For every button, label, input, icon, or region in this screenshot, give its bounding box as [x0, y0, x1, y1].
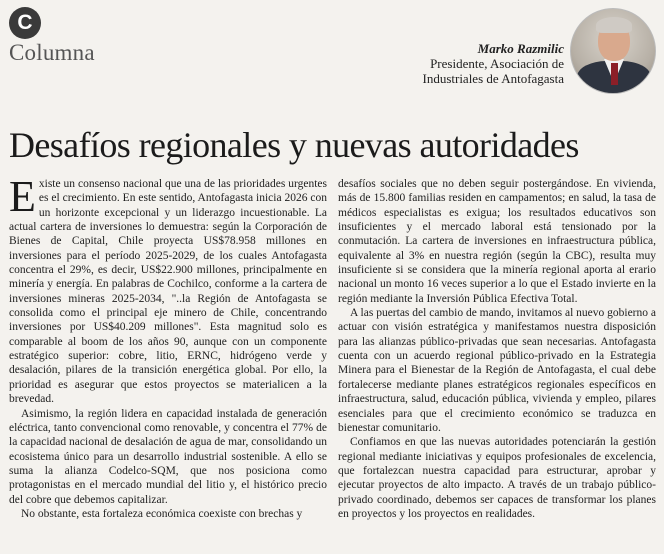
author-name: Marko Razmilic: [477, 41, 564, 56]
paragraph-1-text: xiste un consenso nacional que una de las prioridades urgentes es el crecimiento. En este sentido, Antofagasta inicia 2026 con un horizonte excepcional y un liderazgo incuestionable. La actual cartera de inversiones lo demuestra: según la Corporación de Bienes de Capital, Chile proyecta US$78.958 millones en inversiones para el período 2025-2029, de los cuales Antofagasta concentra el 29%, es decir, US$22.900 millones, principalmente en minería y energía. En palabras de Cochilco, conforme a la cartera de inversiones mineras 2025-2034, "..la Región de Antofagasta se consolida como el principal eje minero de Chile, concentrando inversiones por US$40.209 millones". Esta magnitud solo es comparable al boom de los años 90, aunque con un componente estratégico superior: cobre, litio, ERNC, hidrógeno verde y desalación, pilares de la transición energética global. Por ello, la prioridad es asegurar que estos proyectos se materialicen a la brevedad.: [9, 178, 327, 406]
author-role-line2: Industriales de Antofagasta: [422, 71, 564, 86]
paragraph-4: A las puertas del cambio de mando, invitamos al nuevo gobierno a actuar con visión estratégica y manifestamos nuestra disposición para las alianzas público-privadas que sean necesarias. Antofagasta cuenta con un acuerdo regional público-privado en la Estrategia Minera para el Bienestar de la Región de Antofagasta, el cual debe fortalecerse mediante planes estratégicos regionales específicos en infraestructura, salud, educación pública, vivienda y empleo, pilares esenciales para que el crecimiento económico se traduzca en bienestar comunitario.: [338, 307, 656, 434]
paragraph-2: Asimismo, la región lidera en capacidad instalada de generación eléctrica, tanto convencional como renovable, y concentra el 77% de la capacidad nacional de desalación de agua de mar, consolidando un ecosistema único para un desarrollo industrial sostenible. A ello se suma la alianza Codelco-SQM, que nos posiciona como protagonistas en el mercado mundial del litio y, el histórico precio del cobre que debemos capitalizar.: [9, 407, 327, 506]
paragraph-3: No obstante, esta fortaleza económica coexiste con brechas y: [21, 507, 303, 520]
author-role-line1: Presidente, Asociación de: [430, 56, 564, 71]
drop-cap: E: [9, 172, 36, 221]
column-badge: C: [9, 7, 41, 39]
article-column-left: [9, 172, 327, 521]
section-label: Columna: [9, 40, 95, 65]
column-header: [0, 0, 664, 110]
paragraph-3-continued: desafíos sociales que no deben seguir postergándose. En vivienda, más de 15.800 familias residen en campamentos; en salud, la tasa de médicos especialistas es exigua; los resultados educativos son insuficientes y el mercado laboral está tensionado por la conmutación. La cartera de inversiones en infraestructura pública, equivalente al 3% en nuestra región (según la CBC), resulta muy insuficiente si se considera que la minería regional aporta al erario nacional un monto 16 veces superior a lo que el Estado invierte en la región mediante la Inversión Pública Efectiva Total.: [338, 178, 656, 305]
paragraph-1: [9, 172, 327, 407]
paragraph-5: Confiamos en que las nuevas autoridades potenciarán la gestión regional mediante iniciativas y equipos profesionales de excelencia, que fortalezcan nuestra capacidad para estructurar, aprobar y ejecutar proyectos de alto impacto. A través de un trabajo público-privado coordinado, debemos ser capaces de transformar los planes en proyectos y los proyectos en realidades.: [338, 436, 656, 520]
article-title: Desafíos regionales y nuevas autoridades: [9, 125, 579, 165]
author-byline: [422, 41, 564, 86]
author-photo: [570, 8, 656, 94]
article-column-right: [338, 177, 656, 521]
